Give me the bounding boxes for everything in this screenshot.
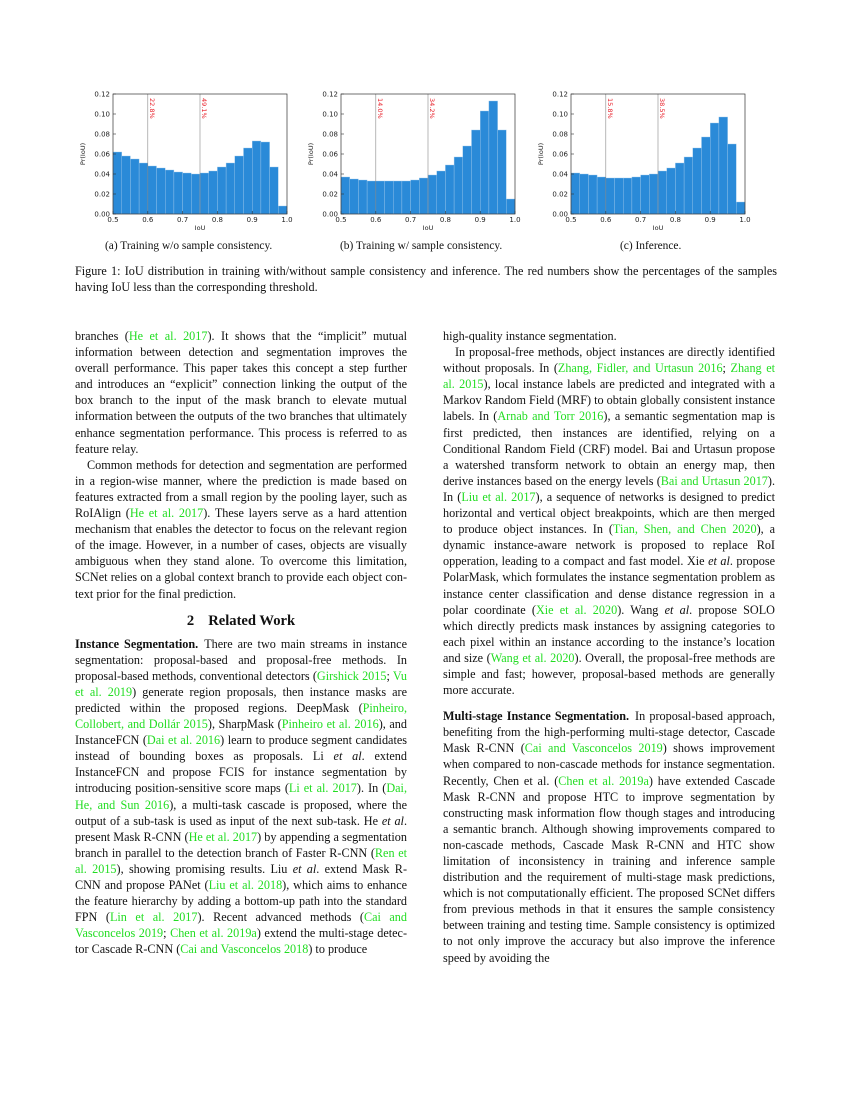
bar <box>641 175 650 214</box>
citation-link[interactable]: Ren et al. 2015 <box>75 845 407 876</box>
subcaption-c: (c) Inference. <box>620 240 682 252</box>
text-run: ). Wang <box>617 602 665 617</box>
bar <box>702 137 711 214</box>
citation-link[interactable]: Wang et al. 2020 <box>490 650 575 665</box>
text-run: In proposal-free methods, object instances are directly identified without proposals. In ( <box>443 345 775 376</box>
histogram <box>76 86 296 236</box>
citation-link[interactable]: Lin et al. 2017 <box>109 910 198 925</box>
text-run: ) learn to produce segment candidates instead of bounding boxes as proposals. Li <box>75 733 407 764</box>
section-heading <box>75 612 407 630</box>
text-run: ), a dynamic instance-aware network is proposed to replace RoI opperation, leading to a compact and fast model. Xie <box>443 522 775 569</box>
figure-caption <box>75 263 777 295</box>
italic-text: et al <box>381 813 404 828</box>
text-run: ), a semantic segmentation map is first predicted, then instances are identified, relying on a Conditional Random Field (CRF) model. Bai and Urtasun propose a watershed transform network to obtain an energy map, then derive instances based on the energy levels ( <box>443 409 775 488</box>
paragraph <box>443 344 775 698</box>
text-run: ), which aims to enhance the feature hierarchy by adding a bottom-up path into the standard FPN ( <box>75 878 408 925</box>
bar <box>498 130 507 214</box>
text-run: In proposal-based approach, benefiting from the high-performing multi-stage detector, Cascade Mask R-CNN ( <box>443 709 776 756</box>
bar <box>419 178 428 214</box>
y-tick-label: 0.10 <box>322 110 338 119</box>
x-tick-label: 0.5 <box>565 216 577 224</box>
y-tick-label: 0.04 <box>322 170 338 179</box>
bar <box>658 171 667 214</box>
bar <box>341 177 350 214</box>
text-run: ), SharpMask ( <box>207 717 282 732</box>
y-tick-label: 0.02 <box>322 190 338 199</box>
bar <box>174 172 183 214</box>
citation-link[interactable]: Girshick 2015 <box>316 668 387 683</box>
citation-link[interactable]: Liu et al. 2018 <box>208 878 283 892</box>
text-run: ). Overall, the proposal-free methods are simple and fast; however, proposal-based methods are generally more accurate. <box>443 650 776 698</box>
text-run: . propose PolarMask, which formulates the instance segmentation problem as instance center classification and dense distance regression in a polar coordinate ( <box>443 554 775 617</box>
bar <box>139 163 148 214</box>
text-run: ) to produce <box>308 942 368 957</box>
y-tick-label: 0.10 <box>94 110 110 119</box>
x-tick-label: 1.0 <box>739 216 751 224</box>
y-axis-label: Pr(IoU) <box>537 142 545 166</box>
bar <box>191 174 200 214</box>
citation-link[interactable]: Xie et al. 2020 <box>535 602 618 617</box>
x-tick-label: 0.8 <box>669 216 681 224</box>
y-axis-label: Pr(IoU) <box>307 142 315 166</box>
bar <box>350 179 359 214</box>
bar <box>719 117 728 214</box>
bar <box>130 159 139 214</box>
x-tick-label: 0.8 <box>439 216 451 224</box>
x-tick-label: 0.9 <box>474 216 486 224</box>
text-run: ). Recent advanced methods ( <box>197 910 364 925</box>
text-run: ). In ( <box>356 781 387 796</box>
bar <box>376 181 385 214</box>
bar <box>736 202 745 214</box>
citation-link[interactable]: Cai and Vasconcelos 2019 <box>524 741 663 756</box>
bar <box>385 181 394 214</box>
paragraph-body <box>443 709 775 964</box>
section-number: 2 <box>186 612 195 629</box>
y-tick-label: 0.08 <box>552 130 568 139</box>
threshold-label: 14.0% <box>375 98 384 119</box>
citation-link[interactable]: Liu et al. 2017 <box>461 489 536 504</box>
threshold-label: 22.8% <box>147 98 156 119</box>
citation-link[interactable]: Bai and Urtasun 2017 <box>660 473 768 488</box>
bar <box>200 173 209 214</box>
paragraph-heading: Multi-stage Instance Segmentation. <box>443 709 630 724</box>
paragraph <box>75 636 407 958</box>
bar <box>710 123 719 214</box>
bar <box>649 174 658 214</box>
text-run: . extend Mask R-CNN and propose PANet ( <box>75 861 407 892</box>
bar <box>480 111 489 214</box>
paragraph <box>443 328 775 344</box>
text-run: ) have extended Cascade Mask R-CNN and propose HTC to improve segmentation by constructing mask information flow though stages and introducing a semantic branch. Although showing improvements compared to non-cascade methods, Cascade Mask R-CNN and HTC show limitation of inconsistency in training and inference sample distribution and the requirement of multi-stage mask predictions, which is not computationally efficient. The proposed SCNet differs from previous methods in that it ensures the sample consistency between training and testing time. Sample consistency is optimized to not only improve the accuracy but also improve the inference speed by avoiding the <box>443 773 775 965</box>
x-axis-label: IoU <box>194 224 206 232</box>
chart-a <box>76 86 296 236</box>
text-run: ; <box>722 361 731 376</box>
y-tick-label: 0.02 <box>94 190 110 199</box>
text-run: ) shows improvement when compared to non-cascade methods for instance segmentation. Recently, Chen et al. ( <box>443 741 775 788</box>
bar <box>580 174 589 214</box>
bar <box>122 156 131 214</box>
x-tick-label: 0.5 <box>335 216 347 224</box>
italic-text: et al <box>333 749 362 764</box>
y-tick-label: 0.00 <box>94 210 110 219</box>
text-run: ). In ( <box>443 473 775 504</box>
bar <box>667 168 676 214</box>
y-tick-label: 0.12 <box>552 90 568 99</box>
italic-text: et al <box>292 861 317 876</box>
chart-c <box>534 86 754 236</box>
bar <box>489 101 498 214</box>
x-tick-label: 0.5 <box>107 216 119 224</box>
bar <box>217 167 226 214</box>
y-tick-label: 0.04 <box>552 170 568 179</box>
italic-text: et al <box>664 602 690 617</box>
y-tick-label: 0.12 <box>322 90 338 99</box>
citation-link[interactable]: Arnab and Torr 2016 <box>497 409 604 424</box>
x-tick-label: 0.7 <box>405 216 417 224</box>
text-run: ), and InstanceFCN ( <box>75 717 407 748</box>
y-tick-label: 0.08 <box>94 130 110 139</box>
x-tick-label: 0.9 <box>704 216 716 224</box>
bar <box>148 166 157 214</box>
bar <box>411 180 420 214</box>
text-run: high-quality instance segmentation. <box>443 329 617 343</box>
figure-1 <box>76 86 776 236</box>
bar <box>728 144 737 214</box>
citation-link[interactable]: Chen et al. 2019a <box>170 926 257 941</box>
x-axis-label: IoU <box>422 224 434 232</box>
bar <box>437 171 446 214</box>
bar <box>472 130 481 214</box>
bar <box>367 181 376 214</box>
x-tick-label: 0.9 <box>246 216 258 224</box>
left-column <box>75 328 407 957</box>
bar <box>235 156 244 214</box>
bar <box>597 177 606 214</box>
italic-text: et al <box>708 554 730 569</box>
bar <box>165 170 174 214</box>
text-run: ). It shows that the “implicit” mutual information between detection and segmentation improves the overall performance. This paper takes this concept a step further and introduces an “explicit” connection linking the output of the box branch to the input of the mask branch to elevate mutual information between the outputs of the two branches that ultimately enhance segmentation performance. This process is referred to as feature relay. <box>75 329 407 456</box>
citation-link[interactable]: Cai and Vasconcelos 2019 <box>75 910 407 941</box>
bar <box>463 146 472 214</box>
text-run: ), showing promising results. Liu <box>116 861 293 876</box>
text-run: ), a sequence of networks is designed to predict horizontal and vertical object breakpoints, which are then merged to produce object instances. In ( <box>443 489 776 537</box>
text-run: ). These layers serve as a hard attention mechanism that enables the detector to focus on the relevant region of the image. However, in a number of cases, objects are visually ambiguous when they stand alone. To overcome this limitation, SCNet relies on a global context branch to provide each object context prior for the final prediction. <box>75 506 407 601</box>
bar <box>226 163 235 214</box>
x-tick-label: 0.7 <box>635 216 647 224</box>
x-tick-label: 0.6 <box>600 216 612 224</box>
y-tick-label: 0.10 <box>552 110 568 119</box>
bar <box>571 173 580 214</box>
bar <box>157 168 166 214</box>
citation-link[interactable]: Dai et al. 2016 <box>146 733 221 748</box>
y-tick-label: 0.04 <box>94 170 110 179</box>
threshold-label: 38.5% <box>658 98 666 119</box>
citation-link[interactable]: Tian, Shen, and Chen 2020 <box>612 522 757 537</box>
bar <box>693 148 702 214</box>
citation-link[interactable]: He et al. 2017 <box>128 329 208 343</box>
bar <box>252 141 261 214</box>
bar <box>402 181 411 214</box>
text-run: Common methods for detection and segmentation are performed in a region-wise manner, where the prediction is made based on features extracted from a small region by the pooling layer, such as RoIAlign ( <box>75 457 407 521</box>
paragraph <box>443 708 775 966</box>
bar <box>270 167 279 214</box>
citation-link[interactable]: Vu et al. 2019 <box>75 668 407 699</box>
citation-link[interactable]: Cai and Vasconcelos 2018 <box>180 942 309 957</box>
threshold-label: 34.2% <box>428 98 436 119</box>
text-run: There are two main streams in instance segmentation: proposal-based and proposal-free methods. In proposal-based methods, conventional detectors ( <box>75 636 407 683</box>
text-run: . propose SOLO which directly predicts mask instances by assigning categories to each pixel within an instance according to the instance’s location and size ( <box>443 602 775 665</box>
right-column <box>443 328 775 966</box>
text-run: . present Mask R-CNN ( <box>75 813 407 844</box>
paragraph <box>75 328 407 457</box>
section-title: Related Work <box>208 612 296 629</box>
citation-link[interactable]: Li et al. 2017 <box>288 781 357 796</box>
y-tick-label: 0.06 <box>322 150 338 159</box>
bar <box>606 178 615 214</box>
paragraph <box>75 457 407 602</box>
bar <box>358 180 367 214</box>
citation-link[interactable]: Zhang, Fidler, and Urtasun 2016 <box>557 361 723 376</box>
bar <box>113 152 122 214</box>
histogram <box>304 86 524 236</box>
x-axis-label: IoU <box>652 224 664 232</box>
x-tick-label: 0.6 <box>142 216 154 224</box>
text-run: . extend InstanceFCN and propose FCIS for instance segmentation by introducing position-sensitive score maps ( <box>75 749 407 796</box>
text-run: ; <box>386 668 393 683</box>
text-run: ), a multi-task cascade is proposed, where the output of a sub-task is used as input of the next sub-task. He <box>75 797 407 828</box>
citation-link[interactable]: Pinheiro, Collobert, and Dollár 2015 <box>75 700 407 732</box>
bar <box>632 177 641 214</box>
y-axis-label: Pr(IoU) <box>79 142 87 166</box>
y-tick-label: 0.06 <box>552 150 568 159</box>
x-tick-label: 0.8 <box>211 216 223 224</box>
citation-link[interactable]: Pinheiro et al. 2016 <box>281 717 379 732</box>
bar <box>278 206 287 214</box>
citation-link[interactable]: He et al. 2017 <box>129 506 204 521</box>
bar <box>445 165 454 214</box>
text-run: ; <box>163 926 171 941</box>
y-tick-label: 0.08 <box>322 130 338 139</box>
bar <box>506 199 515 214</box>
x-tick-label: 1.0 <box>281 216 293 224</box>
x-tick-label: 1.0 <box>509 216 521 224</box>
bar <box>615 178 624 214</box>
subcaption-b: (b) Training w/ sample consistency. <box>340 240 503 252</box>
citation-link[interactable]: Dai, He, and Sun 2016 <box>75 781 407 812</box>
threshold-label: 49.1% <box>200 98 208 119</box>
bar <box>428 175 437 214</box>
bar <box>675 163 684 214</box>
figure-caption-label: Figure 1: <box>75 264 121 278</box>
y-tick-label: 0.00 <box>552 210 568 219</box>
text-run: branches ( <box>75 329 129 343</box>
paragraph-body <box>75 637 407 957</box>
text-run: ), local instance labels are predicted and integrated with a Markov Random Field (MRF) to obtain globally consistent instance labels. In ( <box>443 377 775 424</box>
histogram <box>534 86 754 236</box>
citation-link[interactable]: He et al. 2017 <box>188 829 258 844</box>
chart-b <box>304 86 524 236</box>
bar <box>623 178 632 214</box>
bar <box>183 173 192 214</box>
paragraph-heading: Instance Segmentation. <box>75 636 199 651</box>
text-run: ) generate region proposals, then instance masks are predicted within the proposed regions. DeepMask ( <box>75 684 407 715</box>
figure-caption-text: IoU distribution in training with/without sample consistency and inference. The red numbers show the percentages of the samples having IoU less than the corresponding threshold. <box>75 264 777 294</box>
bar <box>393 181 402 214</box>
bar <box>454 157 463 214</box>
citation-link[interactable]: Chen et al. 2019a <box>558 773 649 788</box>
subcaption-a: (a) Training w/o sample consistency. <box>105 240 273 252</box>
y-tick-label: 0.00 <box>322 210 338 219</box>
x-tick-label: 0.6 <box>370 216 382 224</box>
y-tick-label: 0.06 <box>94 150 110 159</box>
bar <box>588 175 597 214</box>
y-tick-label: 0.02 <box>552 190 568 199</box>
x-tick-label: 0.7 <box>177 216 189 224</box>
text-run: ) extend the multi-stage detector Cascade R-CNN ( <box>75 926 407 957</box>
bar <box>684 157 693 214</box>
bar <box>261 142 270 214</box>
threshold-label: 15.8% <box>605 98 614 119</box>
text-run: ) by appending a segmentation branch in parallel to the detection branch of Faster R-CNN ( <box>75 829 407 860</box>
citation-link[interactable]: Zhang et al. 2015 <box>443 361 775 392</box>
y-tick-label: 0.12 <box>94 90 110 99</box>
bar <box>244 148 253 214</box>
bar <box>209 171 218 214</box>
